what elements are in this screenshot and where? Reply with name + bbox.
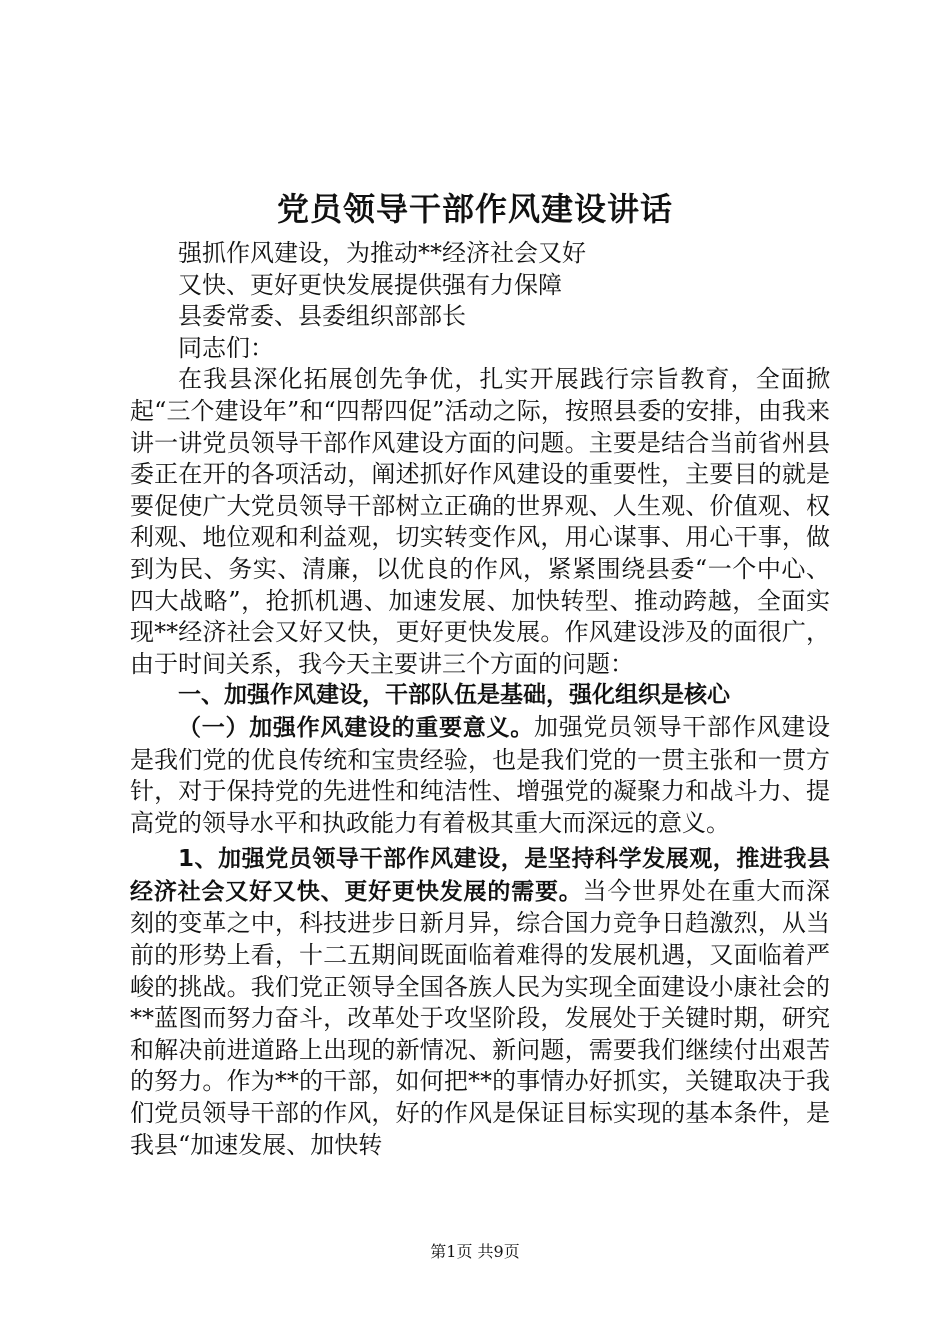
section-1-heading: 一、加强作风建设，干部队伍是基础，强化组织是核心 [178, 682, 730, 709]
subtitle-line-2: 又快、更好更快发展提供强有力保障 [178, 270, 562, 299]
salutation: 同志们： [178, 333, 274, 362]
point-1-text: 当今世界处在重大而深刻的变革之中，科技进步日新月异，综合国力竞争日趋激烈，从当前的形势上看，十二五期间既面临着难得的发展机遇，又面临着严峻的挑战。我们党正领导全国各族人民为实现全面建设小康社会的**蓝图而努力奋斗，改革处于攻坚阶段，发展处于关键时期，研究和解决前进道路上出现的新情况、新问题，需要我们继续付出艰苦的努力。作为**的干部，如何把**的事情办好抓实，关键取决于我们党员领导干部的作风，好的作风是保证目标实现的基本条件，是我县“加速发展、加快转 [130, 876, 831, 1159]
page-footer: 第1页 共9页 [430, 1242, 520, 1261]
section-1-1-text: 加强党员领导干部作风建设是我们党的优良传统和宝贵经验，也是我们党的一贯主张和一贯方针，对于保持党的先进性和纯洁性、增强党的凝聚力和战斗力、提高党的领导水平和执政能力有着极其重大而深远的意义。 [130, 712, 831, 837]
document-title: 党员领导干部作风建设讲话 [276, 190, 673, 228]
subtitle-line-1: 强抓作风建设，为推动**经济社会又好 [178, 239, 586, 267]
speaker-line: 县委常委、县委组织部部长 [178, 302, 466, 331]
section-1-1-paragraph [130, 712, 830, 839]
point-1-paragraph [130, 843, 830, 1161]
intro-paragraph: 在我县深化拓展创先争优，扎实开展践行宗旨教育，全面掀起“三个建设年”和“四帮四促”活动之际，按照县委的安排，由我来讲一讲党员领导干部作风建设方面的问题。主要是结合当前省州县委正在开的各项活动，阐述抓好作风建设的重要性，主要目的就是要促使广大党员领导干部树立正确的世界观、人生观、价值观、权利观、地位观和利益观，切实转变作风，用心谋事、用心干事，做到为民、务实、清廉，以优良的作风，紧紧围绕县委“一个中心、四大战略”，抢抓机遇、加速发展、加快转型、推动跨越，全面实现**经济社会又好又快，更好更快发展。作风建设涉及的面很广，由于时间关系，我今天主要讲三个方面的问题： [130, 365, 830, 678]
document-body [130, 238, 830, 1161]
section-1-1-heading: （一）加强作风建设的重要意义。 [178, 714, 534, 741]
point-1-heading: 1、加强党员领导干部作风建设，是坚持科学发展观，推进我县经济社会又好又快、更好更快发展的需要。 [130, 846, 830, 905]
